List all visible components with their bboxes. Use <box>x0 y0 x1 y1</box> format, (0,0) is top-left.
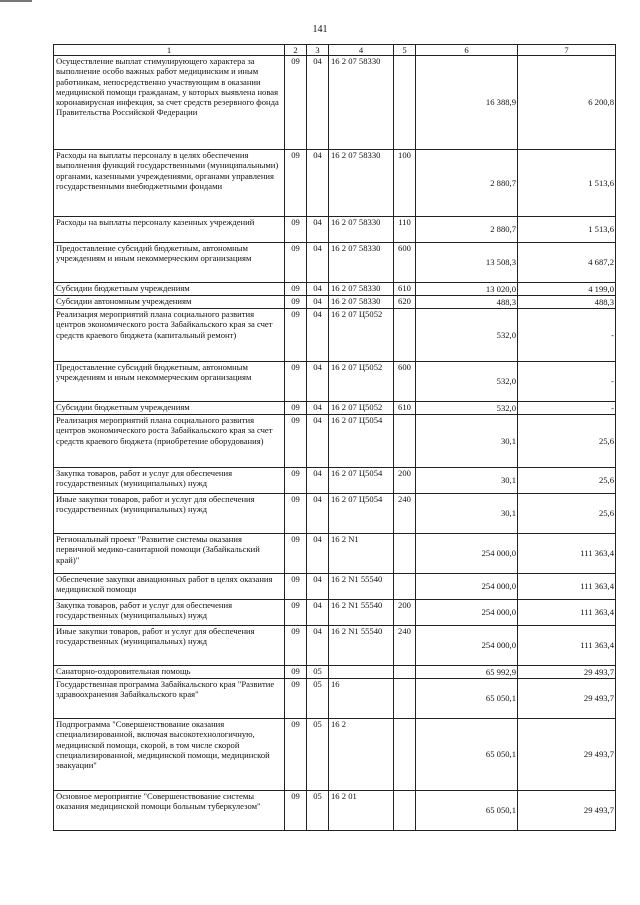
row-name: Субсидии автономным учреждениям <box>54 296 285 309</box>
row-sum-2: 488,3 <box>518 296 616 309</box>
row-name: Предоставление субсидий бюджетным, автономным учреждениям и иным некоммерческим организациям <box>54 362 285 402</box>
row-vr <box>394 791 416 831</box>
row-name: Расходы на выплаты персоналу казенных учреждений <box>54 217 285 243</box>
row-vr: 200 <box>394 600 416 626</box>
table-row <box>54 283 616 296</box>
row-vr <box>394 309 416 362</box>
table-row <box>54 626 616 666</box>
row-pr: 04 <box>307 243 329 283</box>
column-header: 4 <box>329 45 394 56</box>
row-sum-2: 25,6 <box>518 415 616 468</box>
row-sum-1: 30,1 <box>416 468 518 494</box>
row-vr: 100 <box>394 150 416 217</box>
row-sum-1: 2 880,7 <box>416 217 518 243</box>
row-pr: 04 <box>307 415 329 468</box>
row-vr: 200 <box>394 468 416 494</box>
row-sum-1: 30,1 <box>416 415 518 468</box>
row-rz: 09 <box>285 296 307 309</box>
table-row <box>54 56 616 150</box>
row-rz: 09 <box>285 415 307 468</box>
row-csr: 16 2 07 Ц5054 <box>329 494 394 534</box>
row-pr: 04 <box>307 309 329 362</box>
row-vr: 610 <box>394 402 416 415</box>
row-rz: 09 <box>285 283 307 296</box>
row-sum-2: 25,6 <box>518 468 616 494</box>
row-vr: 240 <box>394 626 416 666</box>
row-pr: 05 <box>307 719 329 791</box>
column-header: 5 <box>394 45 416 56</box>
row-rz: 09 <box>285 791 307 831</box>
row-name: Обеспечение закупки авиационных работ в целях оказания медицинской помощи <box>54 574 285 600</box>
row-pr: 04 <box>307 283 329 296</box>
row-pr: 04 <box>307 494 329 534</box>
row-pr: 04 <box>307 468 329 494</box>
row-csr: 16 <box>329 679 394 719</box>
row-pr: 04 <box>307 574 329 600</box>
row-pr: 04 <box>307 150 329 217</box>
row-sum-1: 13 508,3 <box>416 243 518 283</box>
row-name: Иные закупки товаров, работ и услуг для обеспечения государственных (муниципальных) нужд <box>54 626 285 666</box>
table-row <box>54 217 616 243</box>
row-name: Иные закупки товаров, работ и услуг для обеспечения государственных (муниципальных) нужд <box>54 494 285 534</box>
row-csr: 16 2 01 <box>329 791 394 831</box>
row-sum-1: 254 000,0 <box>416 534 518 574</box>
row-sum-2: 111 363,4 <box>518 574 616 600</box>
row-csr <box>329 666 394 679</box>
row-sum-2: - <box>518 402 616 415</box>
row-vr <box>394 415 416 468</box>
table-row <box>54 600 616 626</box>
row-pr: 05 <box>307 666 329 679</box>
row-vr: 620 <box>394 296 416 309</box>
row-csr: 16 2 07 Ц5052 <box>329 362 394 402</box>
row-rz: 09 <box>285 534 307 574</box>
row-sum-1: 65 992,9 <box>416 666 518 679</box>
table-row <box>54 243 616 283</box>
row-name: Субсидии бюджетным учреждениям <box>54 283 285 296</box>
row-rz: 09 <box>285 574 307 600</box>
row-pr: 04 <box>307 534 329 574</box>
row-pr: 04 <box>307 600 329 626</box>
row-vr: 240 <box>394 494 416 534</box>
row-csr: 16 2 07 Ц5054 <box>329 415 394 468</box>
row-pr: 04 <box>307 217 329 243</box>
row-sum-2: 6 200,8 <box>518 56 616 150</box>
row-sum-2: 29 493,7 <box>518 791 616 831</box>
row-sum-1: 254 000,0 <box>416 574 518 600</box>
row-rz: 09 <box>285 600 307 626</box>
row-csr: 16 2 07 58330 <box>329 243 394 283</box>
table-row <box>54 150 616 217</box>
row-sum-2: 29 493,7 <box>518 666 616 679</box>
row-sum-2: 1 513,6 <box>518 217 616 243</box>
row-name: Субсидии бюджетным учреждениям <box>54 402 285 415</box>
row-name: Расходы на выплаты персоналу в целях обеспечения выполнения функций государственными (муниципальными) органами, казенными учреждениями, органами управления государственными внебюджетными фондами <box>54 150 285 217</box>
table-row <box>54 296 616 309</box>
row-csr: 16 2 07 58330 <box>329 56 394 150</box>
row-csr: 16 2 07 58330 <box>329 150 394 217</box>
row-name: Санаторно-оздоровительная помощь <box>54 666 285 679</box>
row-vr <box>394 679 416 719</box>
row-rz: 09 <box>285 679 307 719</box>
row-sum-1: 254 000,0 <box>416 600 518 626</box>
row-pr: 05 <box>307 791 329 831</box>
row-rz: 09 <box>285 626 307 666</box>
row-sum-2: 4 199,0 <box>518 283 616 296</box>
row-rz: 09 <box>285 150 307 217</box>
row-sum-2: - <box>518 362 616 402</box>
row-sum-2: 29 493,7 <box>518 719 616 791</box>
column-header: 3 <box>307 45 329 56</box>
row-sum-1: 254 000,0 <box>416 626 518 666</box>
table-row <box>54 415 616 468</box>
row-pr: 05 <box>307 679 329 719</box>
row-name: Подпрограмма "Совершенствование оказания специализированной, включая высокотехнологичную, медицинской помощи, скорой, в том числе скорой специализированной, медицинской помощи, медицинской эвакуации" <box>54 719 285 791</box>
row-vr <box>394 719 416 791</box>
row-vr <box>394 666 416 679</box>
row-sum-2: 111 363,4 <box>518 626 616 666</box>
row-pr: 04 <box>307 402 329 415</box>
table-row <box>54 309 616 362</box>
row-sum-1: 532,0 <box>416 362 518 402</box>
row-vr <box>394 56 416 150</box>
row-vr: 600 <box>394 243 416 283</box>
row-name: Основное мероприятие "Совершенствование системы оказания медицинской помощи больным туберкулезом" <box>54 791 285 831</box>
row-name: Реализация мероприятий плана социального развития центров экономического роста Забайкальского края за счет средств краевого бюджета (приобретение оборудования) <box>54 415 285 468</box>
table-row <box>54 719 616 791</box>
row-csr: 16 2 07 58330 <box>329 296 394 309</box>
row-sum-1: 30,1 <box>416 494 518 534</box>
row-pr: 04 <box>307 296 329 309</box>
table-row <box>54 402 616 415</box>
corner-mark <box>0 0 32 2</box>
row-sum-1: 13 020,0 <box>416 283 518 296</box>
row-csr: 16 2 07 58330 <box>329 283 394 296</box>
row-csr: 16 2 N1 <box>329 534 394 574</box>
header-row <box>54 45 616 56</box>
table-row <box>54 468 616 494</box>
table-row <box>54 574 616 600</box>
table-row <box>54 534 616 574</box>
row-rz: 09 <box>285 719 307 791</box>
row-csr: 16 2 07 58330 <box>329 217 394 243</box>
row-sum-2: 25,6 <box>518 494 616 534</box>
row-sum-1: 16 388,9 <box>416 56 518 150</box>
row-name: Предоставление субсидий бюджетным, автономным учреждениям и иным некоммерческим организациям <box>54 243 285 283</box>
row-vr: 610 <box>394 283 416 296</box>
row-vr: 110 <box>394 217 416 243</box>
row-name: Реализация мероприятий плана социального развития центров экономического роста Забайкальского края за счет средств краевого бюджета (капитальный ремонт) <box>54 309 285 362</box>
row-csr: 16 2 07 Ц5052 <box>329 309 394 362</box>
row-name: Закупка товаров, работ и услуг для обеспечения государственных (муниципальных) нужд <box>54 600 285 626</box>
row-name: Региональный проект "Развитие системы оказания первичной медико-санитарной помощи (Забайкальский край)" <box>54 534 285 574</box>
row-vr <box>394 534 416 574</box>
row-sum-1: 65 050,1 <box>416 719 518 791</box>
table-row <box>54 362 616 402</box>
row-rz: 09 <box>285 217 307 243</box>
budget-table <box>53 44 616 831</box>
row-rz: 09 <box>285 309 307 362</box>
row-sum-2: - <box>518 309 616 362</box>
row-rz: 09 <box>285 243 307 283</box>
row-pr: 04 <box>307 626 329 666</box>
row-csr: 16 2 N1 55540 <box>329 626 394 666</box>
column-header: 2 <box>285 45 307 56</box>
table-row <box>54 679 616 719</box>
row-sum-2: 4 687,2 <box>518 243 616 283</box>
table-row <box>54 494 616 534</box>
row-csr: 16 2 N1 55540 <box>329 600 394 626</box>
row-name: Осуществление выплат стимулирующего характера за выполнение особо важных работ медицинским и иным работникам, непосредственно участвующим в оказании медицинской помощи гражданам, у которых выявлена новая коронавирусная инфекция, за счет средств резервного фонда Правительства Российской Федерации <box>54 56 285 150</box>
row-sum-1: 532,0 <box>416 402 518 415</box>
table-row <box>54 791 616 831</box>
row-csr: 16 2 07 Ц5054 <box>329 468 394 494</box>
row-sum-2: 1 513,6 <box>518 150 616 217</box>
row-pr: 04 <box>307 362 329 402</box>
table-row <box>54 666 616 679</box>
row-pr: 04 <box>307 56 329 150</box>
row-sum-1: 488,3 <box>416 296 518 309</box>
row-sum-1: 532,0 <box>416 309 518 362</box>
row-rz: 09 <box>285 402 307 415</box>
row-rz: 09 <box>285 468 307 494</box>
row-rz: 09 <box>285 494 307 534</box>
column-header: 6 <box>416 45 518 56</box>
row-rz: 09 <box>285 362 307 402</box>
row-vr: 600 <box>394 362 416 402</box>
row-name: Закупка товаров, работ и услуг для обеспечения государственных (муниципальных) нужд <box>54 468 285 494</box>
row-sum-2: 111 363,4 <box>518 534 616 574</box>
column-header: 7 <box>518 45 616 56</box>
row-sum-1: 65 050,1 <box>416 679 518 719</box>
row-sum-2: 111 363,4 <box>518 600 616 626</box>
row-csr: 16 2 07 Ц5052 <box>329 402 394 415</box>
row-sum-1: 65 050,1 <box>416 791 518 831</box>
row-sum-1: 2 880,7 <box>416 150 518 217</box>
column-header: 1 <box>54 45 285 56</box>
page-number: 141 <box>312 24 328 35</box>
row-sum-2: 29 493,7 <box>518 679 616 719</box>
row-rz: 09 <box>285 666 307 679</box>
row-name: Государственная программа Забайкальского края "Развитие здравоохранения Забайкальского края" <box>54 679 285 719</box>
row-vr <box>394 574 416 600</box>
row-csr: 16 2 <box>329 719 394 791</box>
row-csr: 16 2 N1 55540 <box>329 574 394 600</box>
row-rz: 09 <box>285 56 307 150</box>
